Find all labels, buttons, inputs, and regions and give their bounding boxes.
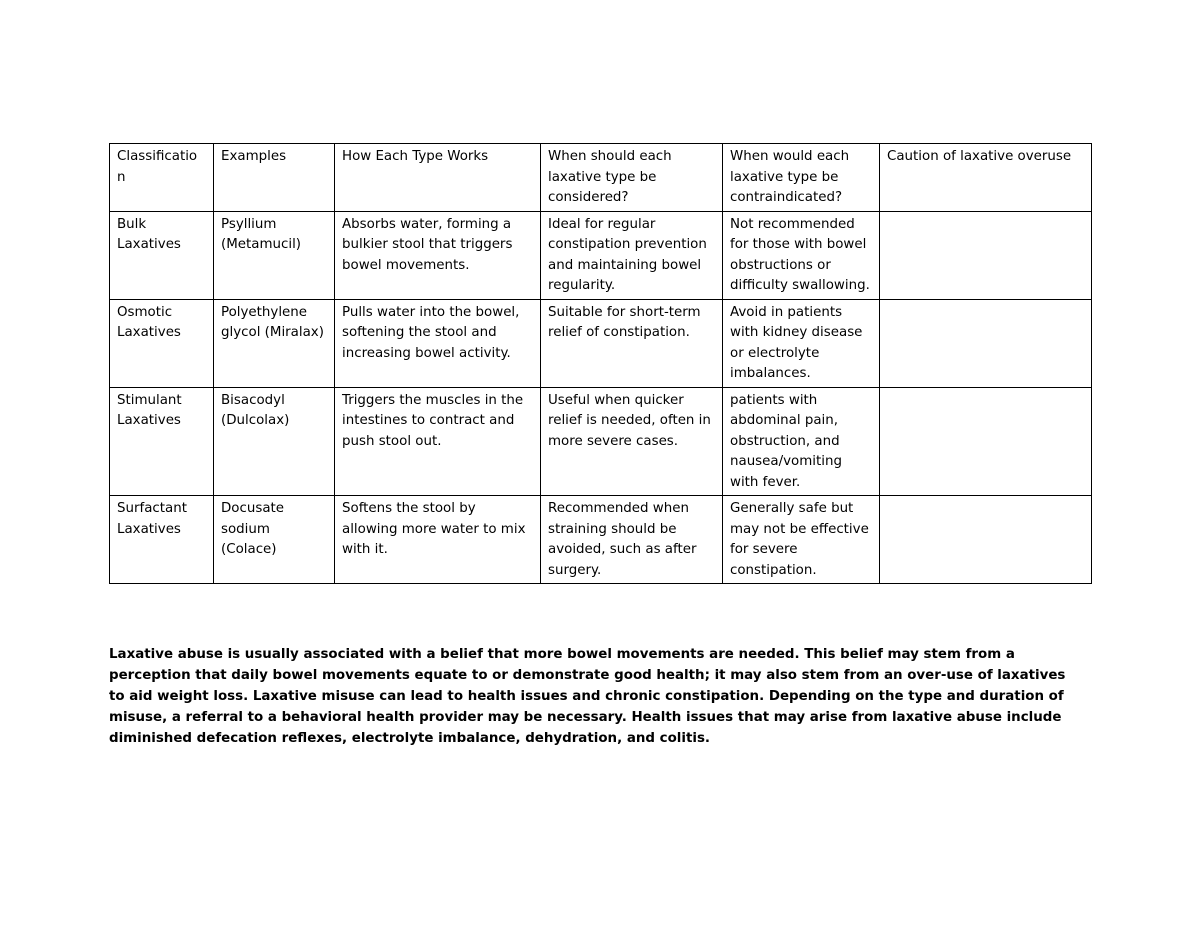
cell-caution — [880, 299, 1092, 387]
cell-how-it-works: Absorbs water, forming a bulkier stool that triggers bowel movements. — [335, 211, 541, 299]
cell-caution — [880, 496, 1092, 584]
cell-caution — [880, 211, 1092, 299]
cell-classification: Osmotic Laxatives — [110, 299, 214, 387]
cell-examples: Bisacodyl (Dulcolax) — [214, 387, 335, 496]
cell-when-contraindicated: Not recommended for those with bowel obstructions or difficulty swallowing. — [723, 211, 880, 299]
cell-classification: Surfactant Laxatives — [110, 496, 214, 584]
cell-examples: Docusate sodium (Colace) — [214, 496, 335, 584]
table-row — [110, 211, 1092, 299]
cell-examples: Psyllium (Metamucil) — [214, 211, 335, 299]
cell-when-considered: Useful when quicker relief is needed, often in more severe cases. — [541, 387, 723, 496]
laxative-table — [109, 143, 1092, 584]
cell-when-contraindicated: Avoid in patients with kidney disease or electrolyte imbalances. — [723, 299, 880, 387]
header-examples: Examples — [214, 144, 335, 212]
laxative-abuse-paragraph: Laxative abuse is usually associated with a belief that more bowel movements are needed. This belief may stem from a perception that daily bowel movements equate to or demonstrate good health; it may also stem from an over-use of laxatives to aid weight loss. Laxative misuse can lead to health issues and chronic constipation. Depending on the type and duration of misuse, a referral to a behavioral health provider may be necessary. Health issues that may arise from laxative abuse include diminished defecation reflexes, electrolyte imbalance, dehydration, and colitis. — [109, 647, 1066, 746]
cell-how-it-works: Triggers the muscles in the intestines to contract and push stool out. — [335, 387, 541, 496]
cell-classification: Bulk Laxatives — [110, 211, 214, 299]
cell-when-contraindicated: patients with abdominal pain, obstruction, and nausea/vomiting with fever. — [723, 387, 880, 496]
cell-classification: Stimulant Laxatives — [110, 387, 214, 496]
header-classification: Classificatio n — [110, 144, 214, 212]
table-row — [110, 299, 1092, 387]
table-row — [110, 496, 1092, 584]
table-row — [110, 387, 1092, 496]
cell-when-considered: Ideal for regular constipation prevention and maintaining bowel regularity. — [541, 211, 723, 299]
header-when-considered: When should each laxative type be considered? — [541, 144, 723, 212]
cell-caution — [880, 387, 1092, 496]
header-how-it-works: How Each Type Works — [335, 144, 541, 212]
cell-how-it-works: Pulls water into the bowel, softening the stool and increasing bowel activity. — [335, 299, 541, 387]
cell-when-contraindicated: Generally safe but may not be effective for severe constipation. — [723, 496, 880, 584]
cell-when-considered: Recommended when straining should be avoided, such as after surgery. — [541, 496, 723, 584]
header-caution: Caution of laxative overuse — [880, 144, 1092, 212]
cell-examples: Polyethylene glycol (Miralax) — [214, 299, 335, 387]
header-when-contraindicated: When would each laxative type be contraindicated? — [723, 144, 880, 212]
cell-when-considered: Suitable for short-term relief of constipation. — [541, 299, 723, 387]
table-header-row — [110, 144, 1092, 212]
cell-how-it-works: Softens the stool by allowing more water to mix with it. — [335, 496, 541, 584]
